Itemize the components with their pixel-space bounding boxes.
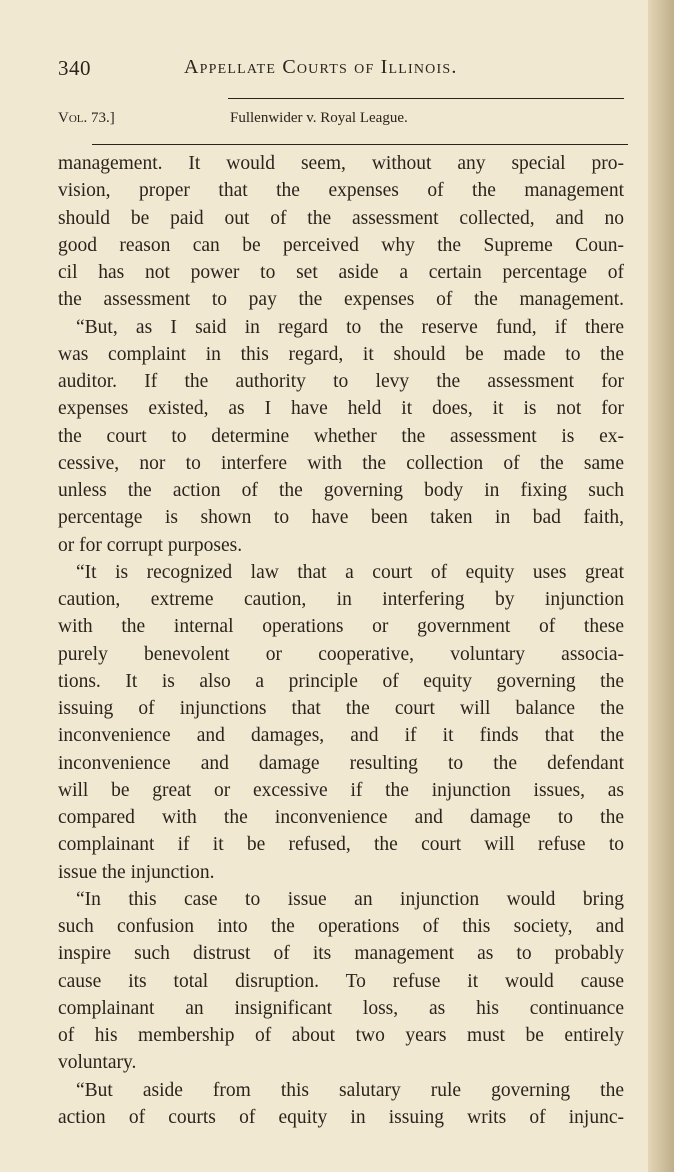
text-line: “It is recognized law that a court of equity uses great <box>76 561 624 583</box>
text-line: issuing of injunctions that the court will balance the <box>58 698 624 719</box>
text-line: with the internal operations or government of these <box>58 616 624 638</box>
header-rule-top <box>228 98 624 99</box>
text-line: management. It would seem, without any special pro- <box>58 153 624 174</box>
page-gutter-shadow <box>648 0 674 1172</box>
text-line: action of courts of equity in issuing writs of injunc- <box>58 1106 624 1128</box>
text-line: inconvenience and damages, and if it finds that the <box>58 725 624 747</box>
case-heading <box>58 110 618 134</box>
text-line: cessive, nor to interfere with the collection of the same <box>58 452 624 474</box>
text-line: complainant an insignificant loss, as his continuance <box>58 997 624 1019</box>
text-line: tions. It is also a principle of equity governing the <box>58 670 624 692</box>
text-line: compared with the inconvenience and damage to the <box>58 807 624 828</box>
text-line: the court to determine whether the assessment is ex- <box>58 425 624 447</box>
text-line: “But aside from this salutary rule governing the <box>76 1079 624 1101</box>
text-line: such confusion into the operations of this society, and <box>58 916 624 937</box>
text-line: unless the action of the governing body in fixing such <box>58 480 624 501</box>
text-line: inspire such distrust of its management as to probably <box>58 943 624 965</box>
text-line: should be paid out of the assessment collected, and no <box>58 207 624 229</box>
text-line: percentage is shown to have been taken in bad faith, <box>58 507 624 529</box>
running-head <box>58 56 618 86</box>
text-line: “In this case to issue an injunction would bring <box>76 888 624 910</box>
text-line: purely benevolent or cooperative, voluntary associa- <box>58 643 624 665</box>
text-line: complainant if it be refused, the court will refuse to <box>58 834 624 856</box>
text-line: will be great or excessive if the injunction issues, as <box>58 779 624 801</box>
page-number: 340 <box>58 56 91 80</box>
book-title: Appellate Courts of Illinois. <box>184 56 458 78</box>
text-line: voluntary. <box>58 1052 137 1074</box>
text-line: cil has not power to set aside a certain percentage of <box>58 262 624 283</box>
text-line: “But, as I said in regard to the reserve fund, if there <box>76 316 624 338</box>
volume-reference: Vol. 73.] <box>58 110 115 126</box>
text-line: the assessment to pay the expenses of the management. <box>58 289 624 311</box>
text-line: auditor. If the authority to levy the assessment for <box>58 371 624 392</box>
text-line: good reason can be perceived why the Supreme Coun- <box>58 234 624 256</box>
text-line: issue the injunction. <box>58 861 215 883</box>
text-line: caution, extreme caution, in interfering by injunction <box>58 589 624 610</box>
text-line: inconvenience and damage resulting to the defendant <box>58 752 624 774</box>
text-line: cause its total disruption. To refuse it would cause <box>58 970 624 992</box>
text-line: or for corrupt purposes. <box>58 534 243 556</box>
body-text <box>58 150 624 1131</box>
text-line: was complaint in this regard, it should be made to the <box>58 343 624 365</box>
text-line: expenses existed, as I have held it does, it is not for <box>58 398 624 420</box>
header-rule-bottom <box>92 144 628 145</box>
case-title: Fullenwider v. Royal League. <box>230 110 408 126</box>
text-line: vision, proper that the expenses of the management <box>58 180 624 202</box>
text-line: of his membership of about two years must be entirely <box>58 1025 624 1046</box>
